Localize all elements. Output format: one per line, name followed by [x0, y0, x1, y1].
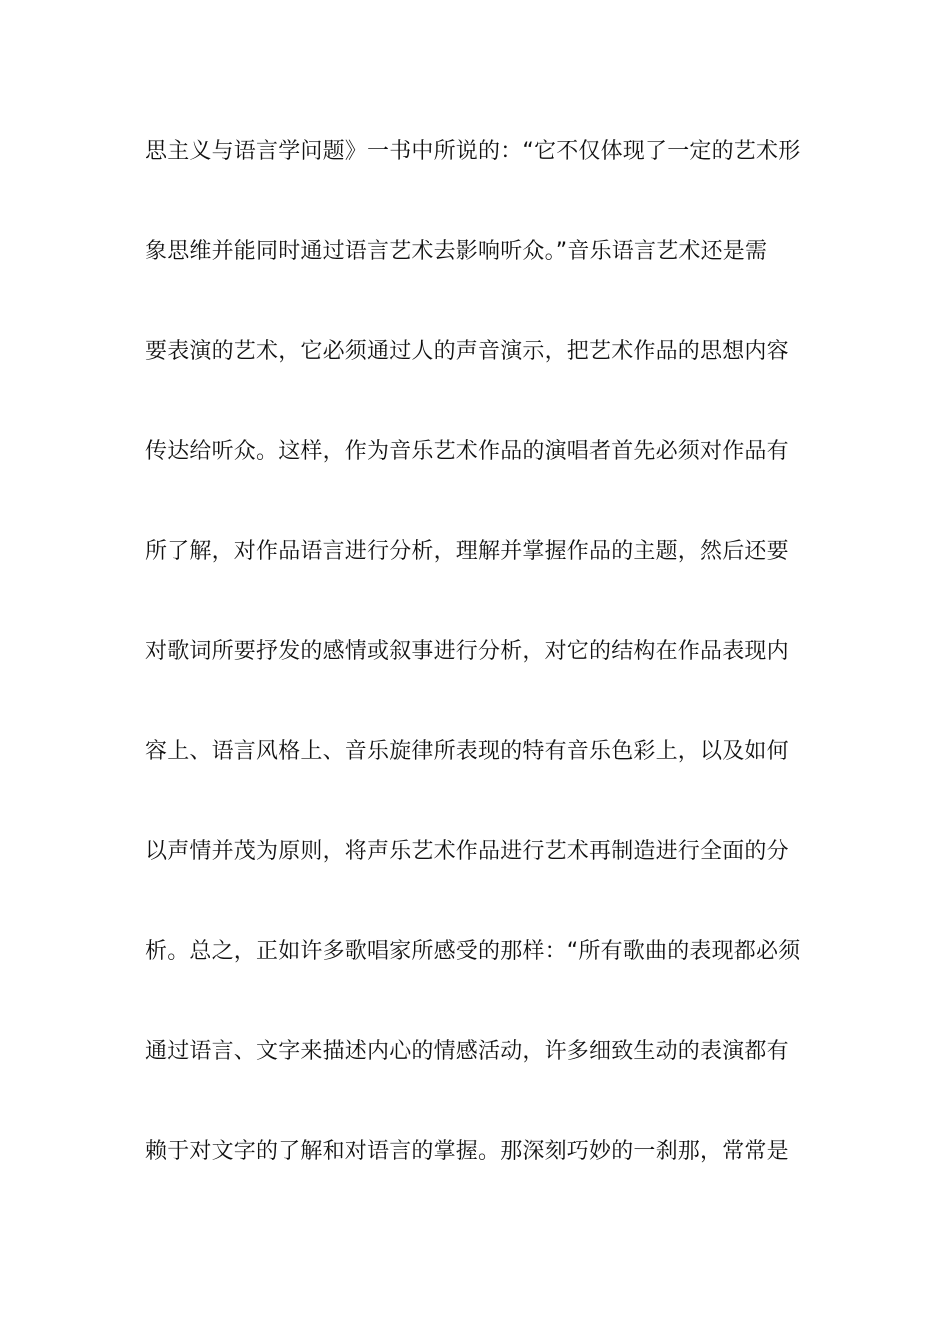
text-line-9: 析。总之，正如许多歌唱家所感受的那样：“所有歌曲的表现都必须: [145, 939, 801, 964]
text-line-1: 思主义与语言学问题》一书中所说的：“它不仅体现了一定的艺术形: [145, 139, 801, 164]
text-line-4: 传达给听众。这样，作为音乐艺术作品的演唱者首先必须对作品有: [145, 439, 789, 464]
text-line-2: 象思维并能同时通过语言艺术去影响听众。”音乐语言艺术还是需: [145, 239, 768, 264]
text-line-8: 以声情并茂为原则，将声乐艺术作品进行艺术再制造进行全面的分: [145, 839, 789, 864]
text-line-11: 赖于对文字的了解和对语言的掌握。那深刻巧妙的一刹那，常常是: [145, 1139, 789, 1164]
text-line-6: 对歌词所要抒发的感情或叙事进行分析，对它的结构在作品表现内: [145, 639, 789, 664]
text-line-10: 通过语言、文字来描述内心的情感活动，许多细致生动的表演都有: [145, 1039, 789, 1064]
text-line-5: 所了解，对作品语言进行分析，理解并掌握作品的主题，然后还要: [145, 539, 789, 564]
text-line-3: 要表演的艺术，它必须通过人的声音演示，把艺术作品的思想内容: [145, 339, 789, 364]
text-line-7: 容上、语言风格上、音乐旋律所表现的特有音乐色彩上，以及如何: [145, 739, 789, 764]
body-text: [145, 126, 810, 1226]
